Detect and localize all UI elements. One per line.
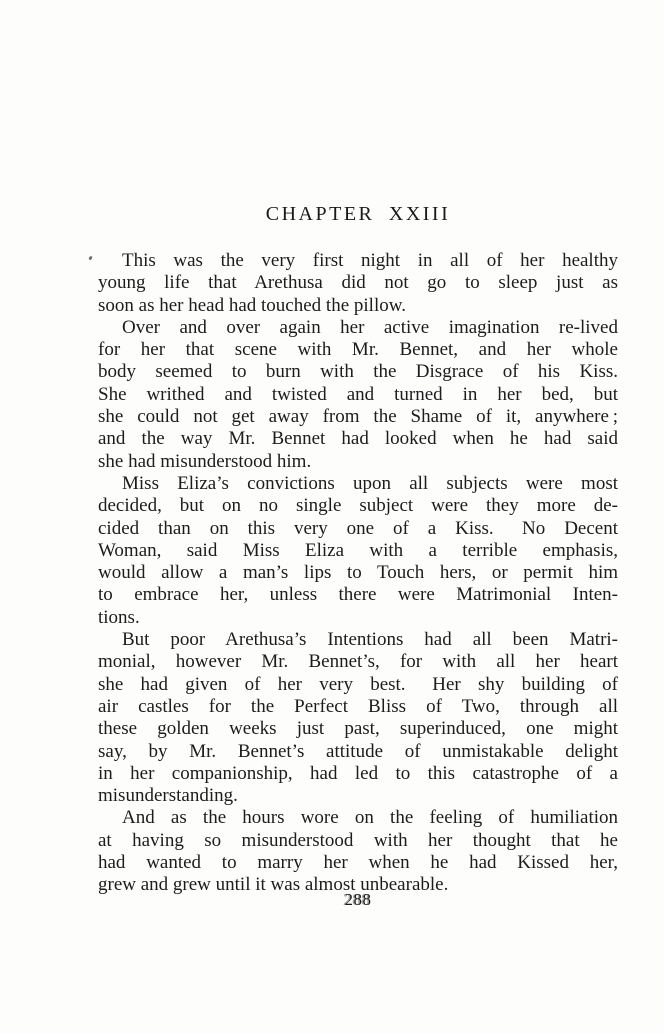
page-number: 288	[344, 890, 372, 909]
text-line: But poor Arethusa’s Intentions had all been Matri-	[122, 629, 618, 651]
text-line: at having so misunderstood with her thought that he	[98, 829, 618, 851]
text-line: This was the very first night in all of her healthy	[122, 250, 618, 271]
text-line: had wanted to marry her when he had Kissed her,	[98, 852, 618, 874]
text-line: misunderstanding.	[98, 785, 238, 807]
scan-speck-artifact	[88, 256, 92, 261]
text-line: to embrace her, unless there were Matrimonial Inten-	[98, 584, 618, 606]
text-line: these golden weeks just past, superinduced, one might	[98, 718, 618, 740]
text-line: in her companionship, had led to this catastrophe of a	[98, 762, 618, 784]
text-line: air castles for the Perfect Bliss of Two, through all	[98, 695, 618, 717]
text-line: she had misunderstood him.	[98, 450, 312, 472]
text-line: cided than on this very one of a Kiss. No Decent	[98, 517, 618, 539]
text-line: Miss Eliza’s convictions upon all subjects were most	[122, 472, 618, 494]
text-line: say, by Mr. Bennet’s attitude of unmistakable delight	[98, 740, 618, 762]
text-line: body seemed to burn with the Disgrace of his Kiss.	[98, 361, 618, 383]
text-line: tions.	[98, 606, 140, 628]
text-line: and the way Mr. Bennet had looked when he had said	[98, 428, 618, 450]
text-line: And as the hours wore on the feeling of humiliation	[122, 807, 618, 829]
text-line: for her that scene with Mr. Bennet, and her whole	[98, 339, 618, 361]
chapter-title: CHAPTER XXIII	[265, 203, 451, 225]
text-line: soon as her head had touched the pillow.	[98, 294, 406, 316]
text-line: grew and grew until it was almost unbearable.	[98, 874, 449, 896]
text-line: monial, however Mr. Bennet’s, for with all her heart	[98, 651, 618, 673]
text-line: decided, but on no single subject were they more de-	[98, 495, 618, 517]
text-line: would allow a man’s lips to Touch hers, or permit him	[98, 562, 618, 584]
text-line: she could not get away from the Shame of it, anywhere ;	[98, 406, 618, 428]
text-line: young life that Arethusa did not go to sleep just as	[98, 272, 618, 294]
text-block	[98, 250, 618, 897]
text-line: She writhed and twisted and turned in her bed, but	[98, 383, 618, 405]
text-line: she had given of her very best. Her shy building of	[98, 673, 618, 695]
text-line: Woman, said Miss Eliza with a terrible emphasis,	[98, 539, 618, 561]
text-line: Over and over again her active imagination re-lived	[122, 316, 618, 338]
